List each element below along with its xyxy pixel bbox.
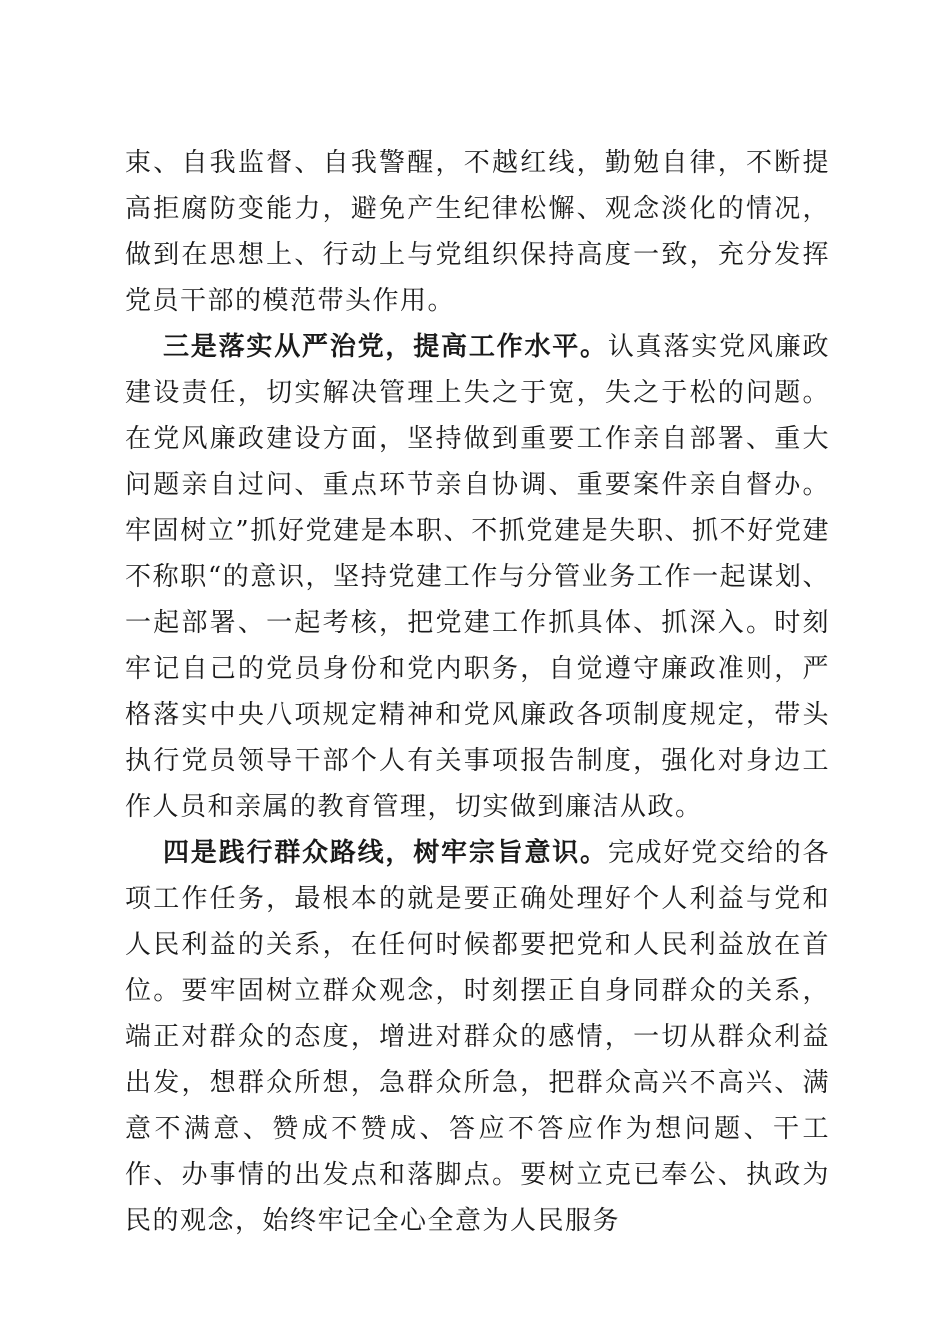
- document-body: [125, 140, 830, 1244]
- paragraph-four: [125, 830, 830, 1244]
- paragraph-body: 认真落实党风廉政建设责任，切实解决管理上失之于宽，失之于松的问题。在党风廉政建设方面，坚持做到重要工作亲自部署、重大问题亲自过问、重点环节亲自协调、重要案件亲自督办。牢固树立”抓好党建是本职、不抓党建是失职、抓不好党建不称职“的意识，坚持党建工作与分管业务工作一起谋划、一起部署、一起考核，把党建工作抓具体、抓深入。时刻牢记自己的党员身份和党内职务，自觉遵守廉政准则，严格落实中央八项规定精神和党风廉政各项制度规定，带头执行党员领导干部个人有关事项报告制度，强化对身边工作人员和亲属的教育管理，切实做到廉洁从政。: [125, 332, 830, 822]
- paragraph-heading: 三是落实从严治党，提高工作水平。: [163, 332, 608, 362]
- paragraph-heading: 四是践行群众路线，树牢宗旨意识。: [163, 838, 608, 868]
- paragraph-three: [125, 324, 830, 830]
- paragraph-body: 完成好党交给的各项工作任务，最根本的就是要正确处理好个人利益与党和人民利益的关系，在任何时候都要把党和人民利益放在首位。要牢固树立群众观念，时刻摆正自身同群众的关系，端正对群众的态度，增进对群众的感情，一切从群众利益出发，想群众所想，急群众所急，把群众高兴不高兴、满意不满意、赞成不赞成、答应不答应作为想问题、干工作、办事情的出发点和落脚点。要树立克已奉公、执政为民的观念，始终牢记全心全意为人民服务: [125, 838, 830, 1236]
- paragraph-continuation: [125, 140, 830, 324]
- paragraph-body: 束、自我监督、自我警醒，不越红线，勤勉自律，不断提高拒腐防变能力，避免产生纪律松懈、观念淡化的情况，做到在思想上、行动上与党组织保持高度一致，充分发挥党员干部的模范带头作用。: [125, 148, 830, 316]
